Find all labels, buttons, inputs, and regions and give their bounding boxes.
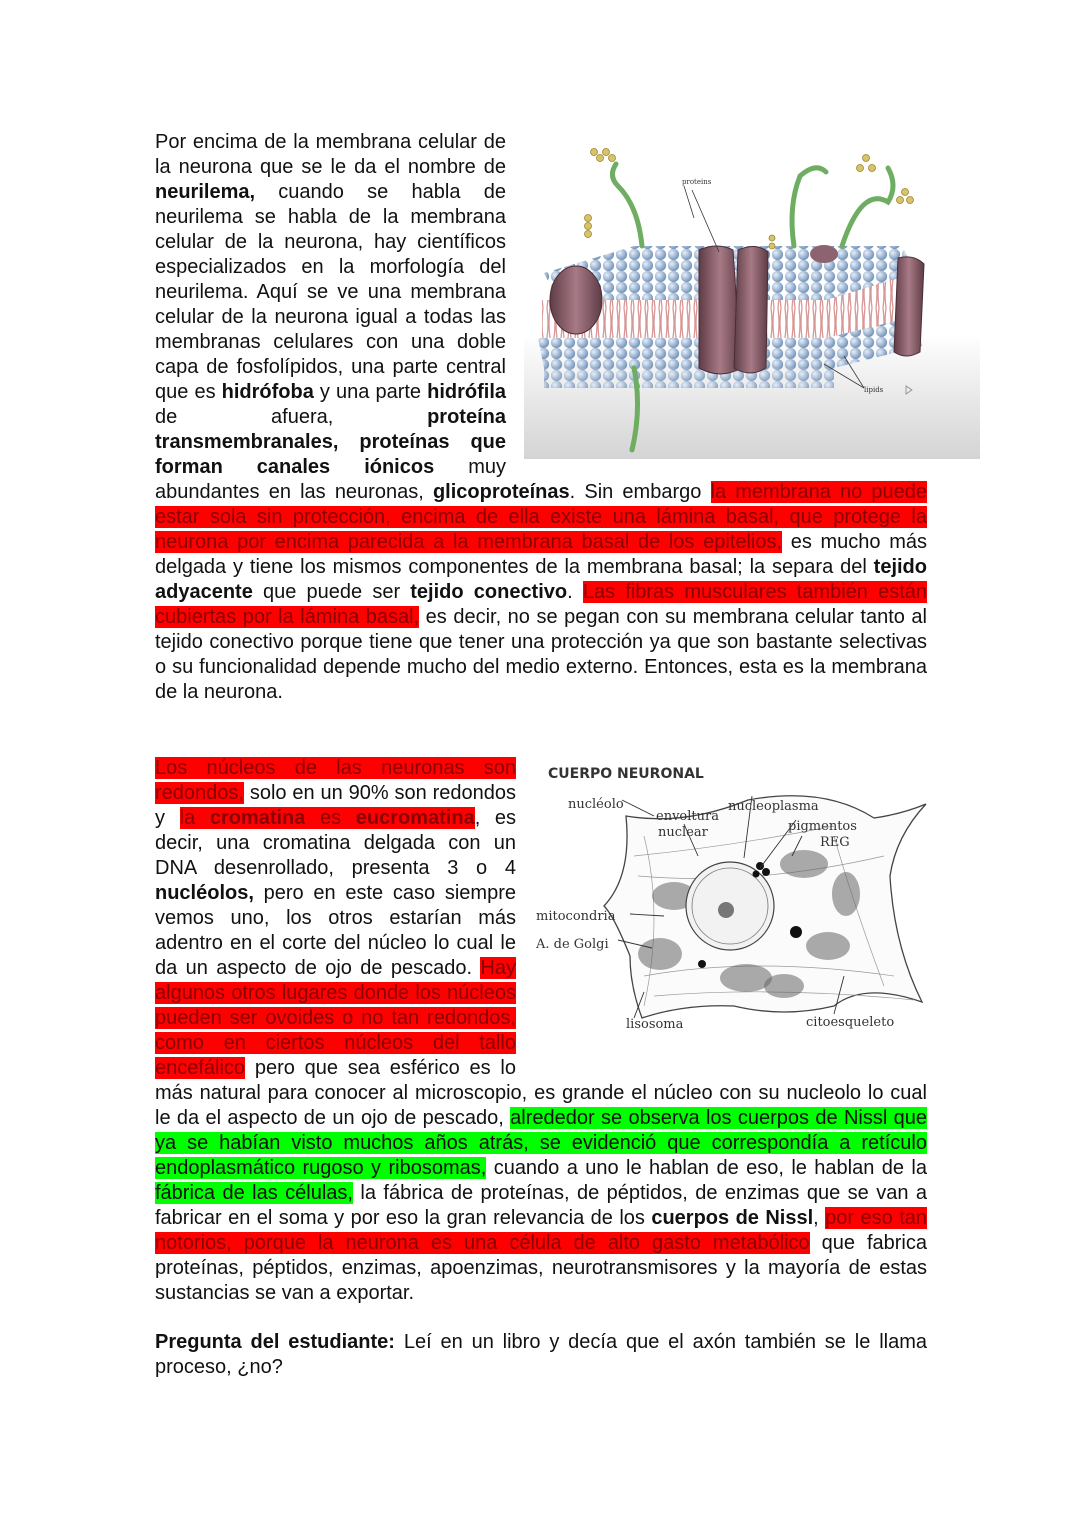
term-glicoproteinas: glicoproteínas (432, 481, 570, 503)
text-run: pero que sea esférico es lo más natural para conocer al microscopio, es grande el núcleo con su nucleolo lo cual le da el aspecto de un ojo de pescado, (155, 1057, 927, 1129)
term-nucleolos: nucléolos, (155, 882, 254, 904)
text-run: muy abundantes en las neuronas, (155, 456, 506, 503)
highlight-red: Las fibras musculares también están cubiertas por la lámina basal, (155, 581, 927, 628)
text-run: cuando se habla de neurilema se habla de la membrana celular de la neurona, hay científicos especializados en la morfología del neurilema. Aquí se ve una membrana celular de la neurona igual a todas las membranas celulares con una doble capa de fosfolípidos, una parte central que es (155, 181, 506, 403)
label-reg: REG (820, 835, 850, 850)
text-run: . Sin embargo (569, 481, 711, 503)
term-hidrofoba: hidrófoba (221, 381, 314, 403)
highlight-red: la membrana no puede estar sola sin protección, encima de ella existe una lámina basal, que protege la neurona por encima parecida a la membrana basal de los epitelios, (155, 481, 927, 553)
channel-protein-right (734, 246, 768, 373)
text-run: la fábrica de proteínas, de péptidos, de enzimas que se van a fabricar en el soma y por eso la gran relevancia de los (155, 1182, 927, 1229)
protein-right-edge (894, 257, 924, 356)
text-run: que fabrica proteínas, péptidos, enzimas, apoenzimas, neurotransmisores y la mayoría de estas sustancias se van a exportar. (155, 1232, 927, 1304)
student-question-label: Pregunta del estudiante: (155, 1331, 395, 1353)
bottom-leaflet-edge (544, 368, 834, 388)
label-envoltura: envoltura (656, 809, 719, 824)
text-run: que puede ser (252, 581, 411, 603)
text-run: es mucho más delgada y tiene los mismos componentes de la membrana basal; la separa del (155, 531, 927, 578)
highlight-red: por eso tan notorios, porque la neurona es una célula de alto gasto metabólico (155, 1207, 927, 1254)
term-tejido-conectivo: tejido conectivo (410, 581, 568, 603)
lipids-label: lipids (864, 386, 884, 394)
term-cromatina: cromatina (209, 807, 306, 829)
peripheral-protein-left (550, 266, 602, 334)
text-run: . (567, 581, 583, 603)
label-lisosoma: lisosoma (626, 1017, 684, 1032)
text-run: solo en un 90% son redondos y (155, 782, 516, 829)
text-run: y una parte (313, 381, 428, 403)
student-question-text: Leí en un libro y decía que el axón también se le llama proceso, ¿no? (155, 1331, 927, 1378)
text-run: , (813, 1207, 826, 1229)
label-nucleolo: nucléolo (568, 797, 624, 812)
membrane-figure (524, 128, 980, 459)
surface-protein (810, 245, 838, 263)
label-citoesqueleto: citoesqueleto (806, 1015, 895, 1030)
highlight-green: alrededor se observa los cuerpos de Nissl que ya se habían visto muchos años atrás, se evidenció que correspondía a retículo endoplasmático rugoso y ribosomas, (155, 1107, 927, 1179)
text-run: , es decir, una cromatina delgada con un DNA desenrollado, presenta 3 o 4 (155, 807, 516, 879)
label-nuclear: nuclear (658, 825, 708, 840)
term-cuerpos-nissl: cuerpos de Nissl (651, 1207, 814, 1229)
highlight-red: la (179, 807, 210, 829)
text-run: Por encima de la membrana celular de la neurona que se le da el nombre de (155, 131, 506, 178)
highlight-red: es (305, 807, 356, 829)
term-proteinas: proteína transmembranales, proteínas que forman canales iónicos (155, 406, 506, 478)
label-golgi: A. de Golgi (536, 937, 609, 952)
paragraph-student-question (155, 1330, 927, 1380)
text-run: pero en este caso siempre vemos uno, los otros estarían más adentro en el corte del núcleo lo cual le da un aspecto de ojo de pescado. (155, 882, 516, 979)
term-neurilema: neurilema, (155, 181, 256, 203)
text-run: es decir, no se pegan con su membrana celular tanto al tejido conectivo porque tiene que tener una protección ya que son bastante selectivas o su funcionalidad depende mucho del medio externo. Entonces, esta es la membrana de la neurona. (155, 606, 927, 703)
term-tejido-adyacente: tejido adyacente (155, 556, 927, 603)
figure-title: CUERPO NEURONAL (548, 766, 704, 782)
label-nucleoplasma: nucleoplasma (728, 799, 819, 814)
term-hidrofila: hidrófila (427, 381, 506, 403)
proteins-label: proteins (682, 178, 712, 186)
highlight-green: fábrica de las células, (155, 1182, 353, 1204)
term-eucromatina: eucromatina (355, 807, 475, 829)
label-pigmentos: pigmentos (788, 819, 857, 834)
label-mitocondria: mitocondria (536, 909, 616, 924)
neuron-body-figure (534, 756, 928, 1064)
paragraph-nucleus (155, 756, 927, 1306)
paragraph-membrane (155, 130, 927, 705)
text-run: cuando a uno le hablan de eso, le hablan de la (486, 1157, 927, 1179)
highlight-red: Los núcleos de las neuronas son redondos, (155, 757, 516, 804)
text-run: de afuera, (155, 406, 428, 428)
nucleolus (718, 902, 734, 918)
highlight-red: Hay algunos otros lugares donde los núcleos pueden ser ovoides o no tan redondos, como en ciertos núcleos del tallo encefálico (155, 957, 516, 1079)
